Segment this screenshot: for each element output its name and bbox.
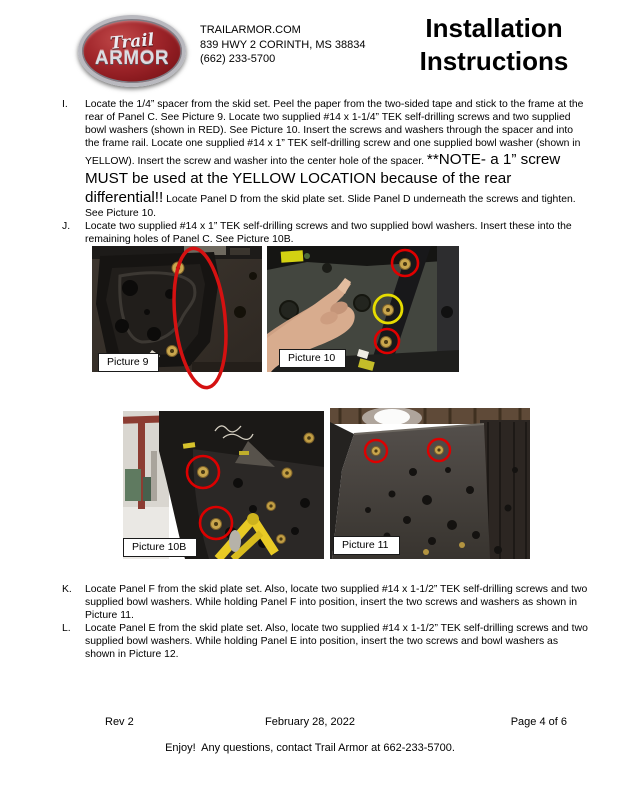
item-letter: K.: [62, 584, 72, 595]
screw-icon: [435, 446, 444, 455]
item-i-body: Locate the 1/4” spacer from the skid set. Peel the paper from the two-sided tape and stick to the frame at the rear of Panel C. See Picture 9. Locate two supplied #14 x 1-1/4” TEK self-drilling screws and two supplied bowl washers (shown in RED). See Picture 10. Insert the screws and washers through the spacer and into the frame rail. Locate one supplied #14 x 1” TEK self-drilling screw and one supplied bowl washer (shown in YELLOW). Insert the screw and washer into the center hole of the spacer.: [85, 99, 584, 167]
item-i-after-note: Locate Panel D from the skid plate set. Slide Panel D underneath the screws and tighten. See Picture 10.: [85, 194, 576, 219]
screw-icon: [198, 467, 209, 478]
item-letter: J.: [62, 221, 71, 232]
contact-website: TRAILARMOR.COM: [200, 24, 301, 36]
item-text: Locate two supplied #14 x 1” TEK self-drilling screws and two supplied bowl washers. Insert these into the remaining holes of Panel C. See Picture 10B.: [85, 221, 572, 245]
screw-icon: [267, 502, 276, 511]
picture-11-photo: [330, 408, 530, 559]
instruction-item-j: [62, 220, 590, 246]
footer-page-number: Page 4 of 6: [510, 716, 567, 728]
instruction-item-i: [62, 98, 590, 220]
logo-text-trail: Trail: [109, 30, 155, 54]
picture-9-label: Picture 9: [98, 353, 159, 372]
picture-10b-photo: [123, 411, 324, 559]
instruction-list-bottom: [62, 583, 590, 661]
screw-icon: [304, 433, 314, 443]
contact-block: [200, 23, 365, 67]
instruction-item-l: [62, 622, 590, 661]
screw-icon: [372, 447, 381, 456]
trail-armor-logo: [78, 15, 186, 87]
picture-9-photo: [92, 246, 262, 392]
picture-10-photo: [267, 246, 459, 372]
screw-icon: [381, 337, 392, 348]
screw-icon: [282, 468, 292, 478]
screw-icon: [277, 535, 286, 544]
screw-icon: [383, 305, 394, 316]
item-i-note: **NOTE- a 1” screw MUST be used at the YELLOW LOCATION because of the rear differential!!: [85, 151, 561, 206]
footer-date: February 28, 2022: [265, 716, 355, 728]
picture-10-label: Picture 10: [279, 349, 346, 368]
item-text: Locate Panel F from the skid plate set. Also, locate two supplied #14 x 1-1/2” TEK self-drilling screws and two supplied bowl washers. While holding Panel F into position, insert the two screws and washers as shown in Picture 11.: [85, 584, 588, 621]
contact-address: 839 HWY 2 CORINTH, MS 38834: [200, 38, 366, 51]
page-title-line2: Instructions: [419, 46, 569, 76]
logo-text-armor: ARMOR: [94, 48, 170, 69]
instruction-list-top: [62, 98, 590, 246]
footer-revision: Rev 2: [105, 716, 134, 728]
logo-oval-icon: [78, 15, 186, 87]
item-text: [85, 98, 590, 220]
screw-icon: [211, 519, 222, 530]
item-letter: I.: [62, 99, 68, 110]
page-title: [398, 12, 590, 78]
contact-phone: (662) 233-5700: [200, 53, 276, 65]
screw-icon: [167, 346, 178, 357]
page-title-line1: Installation: [425, 13, 563, 43]
footer-tagline: Enjoy! Any questions, contact Trail Armor at 662-233-5700.: [165, 742, 455, 754]
item-text: Locate Panel E from the skid plate set. Also, locate two supplied #14 x 1-1/2” TEK self-drilling screws and two supplied bowl washers. While holding Panel E into position, insert the two screws and bowl washers as shown in Picture 12.: [85, 623, 588, 660]
screw-icon: [400, 259, 411, 270]
instruction-item-k: [62, 583, 590, 622]
picture-11-label: Picture 11: [333, 536, 400, 555]
picture-10b-image: [123, 411, 324, 559]
picture-10b-label: Picture 10B: [123, 538, 197, 557]
item-letter: L.: [62, 623, 71, 634]
